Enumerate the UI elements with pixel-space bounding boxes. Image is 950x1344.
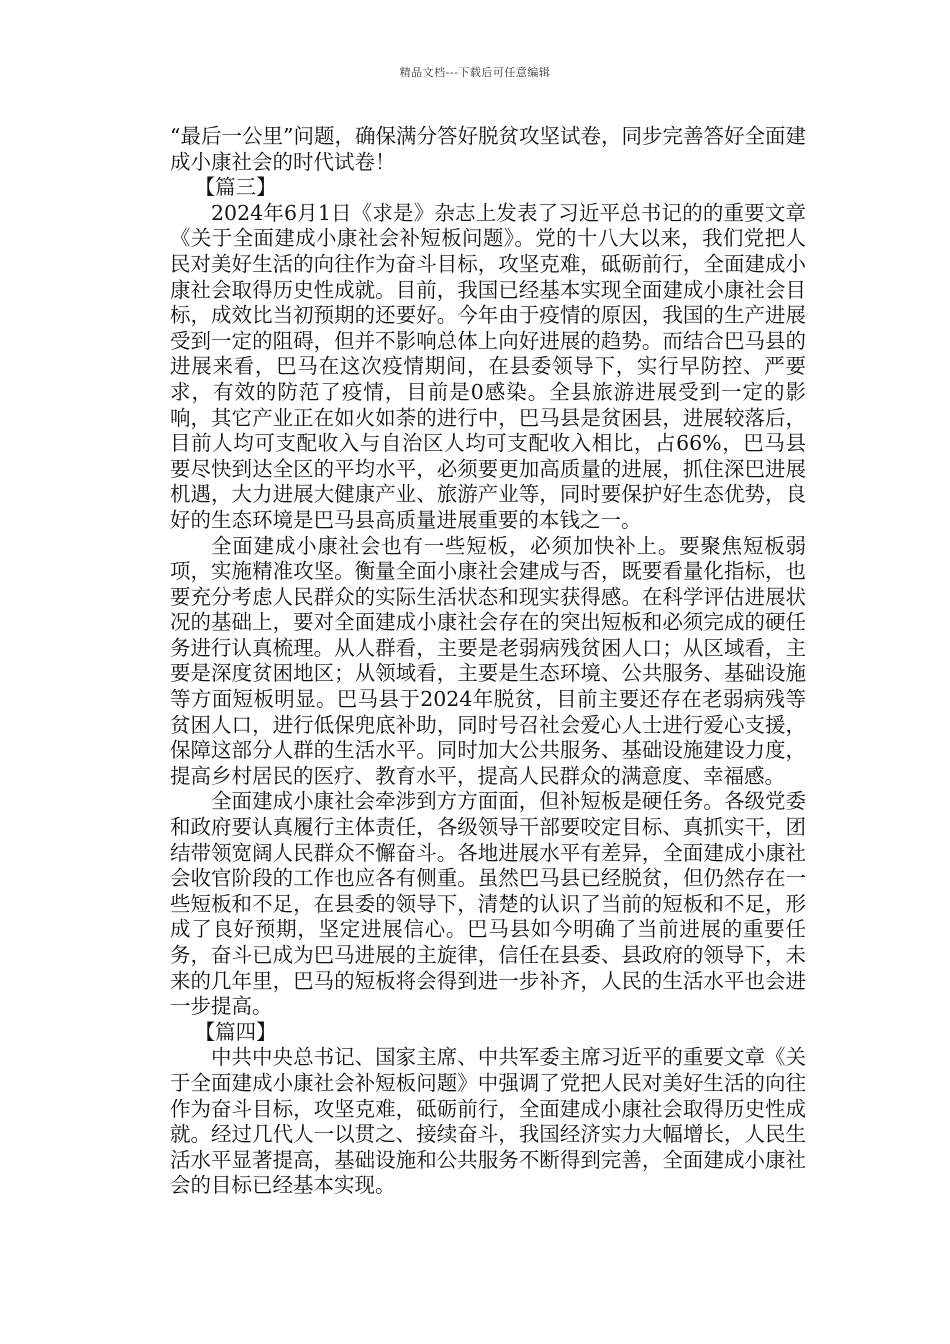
section-heading-4: 【篇四】 — [194, 1019, 277, 1044]
paragraph: 中共中央总书记、国家主席、中共军委主席习近平的重要文章《关于全面建成小康社会补短板问题》中强调了党把人民对美好生活的向往作为奋斗目标，攻坚克难，砥砺前行，全面建成小康社会取得历史性成就。经过几代人一以贯之、接续奋斗，我国经济实力大幅增长，人民生活水平显著提高，基础设施和公共服务不断得到完善，全面建成小康社会的目标已经基本实现。 — [170, 1045, 806, 1198]
document-body — [170, 124, 806, 1199]
paragraph: 全面建成小康社会牵涉到方方面面，但补短板是硬任务。各级党委和政府要认真履行主体责任，各级领导干部要咬定目标、真抓实干，团结带领宽阔人民群众不懈奋斗。各地进展水平有差异，全面建成小康社会收官阶段的工作也应各有侧重。虽然巴马县已经脱贫，但仍然存在一些短板和不足，在县委的领导下，清楚的认识了当前的短板和不足，形成了良好预期，坚定进展信心。巴马县如今明确了当前进展的重要任务，奋斗已成为巴马进展的主旋律，信任在县委、县政府的领导下，未来的几年里，巴马的短板将会得到进一步补齐，人民的生活水平也会进一步提高。 — [170, 789, 806, 1019]
paragraph-continuation: “最后一公里”问题，确保满分答好脱贫攻坚试卷，同步完善答好全面建成小康社会的时代试卷！ — [170, 124, 806, 174]
page-header: 精品文档---下载后可任意编辑 — [399, 66, 551, 79]
paragraph: 全面建成小康社会也有一些短板，必须加快补上。要聚焦短板弱项，实施精准攻坚。衡量全面小康社会建成与否，既要看量化指标，也要充分考虑人民群众的实际生活状态和现实获得感。在科学评估进展状况的基础上，要对全面建成小康社会存在的突出短板和必须完成的硬任务进行认真梳理。从人群看，主要是老弱病残贫困人口；从区域看，主要是深度贫困地区；从领域看，主要是生态环境、公共服务、基础设施等方面短板明显。巴马县于2024年脱贫，目前主要还存在老弱病残等贫困人口，进行低保兜底补助，同时号召社会爱心人士进行爱心支援，保障这部分人群的生活水平。同时加大公共服务、基础设施建设力度，提高乡村居民的医疗、教育水平，提高人民群众的满意度、幸福感。 — [170, 533, 806, 788]
section-heading-3: 【篇三】 — [194, 175, 277, 200]
paragraph: 2024年6月1日《求是》杂志上发表了习近平总书记的的重要文章《关于全面建成小康社会补短板问题》。党的十八大以来，我们党把人民对美好生活的向往作为奋斗目标，攻坚克难，砥砺前行，全面建成小康社会取得历史性成就。目前，我国已经基本实现全面建成小康社会目标，成效比当初预期的还要好。今年由于疫情的原因，我国的生产进展受到一定的阻碍，但并不影响总体上向好进展的趋势。而结合巴马县的进展来看，巴马在这次疫情期间，在县委领导下，实行早防控、严要求，有效的防范了疫情，目前是0感染。全县旅游进展受到一定的影响，其它产业正在如火如荼的进行中，巴马县是贫困县，进展较落后，目前人均可支配收入与自治区人均可支配收入相比，占66%，巴马县要尽快到达全区的平均水平，必须要更加高质量的进展，抓住深巴进展机遇，大力进展大健康产业、旅游产业等，同时要保护好生态优势，良好的生态环境是巴马县高质量进展重要的本钱之一。 — [170, 200, 806, 532]
